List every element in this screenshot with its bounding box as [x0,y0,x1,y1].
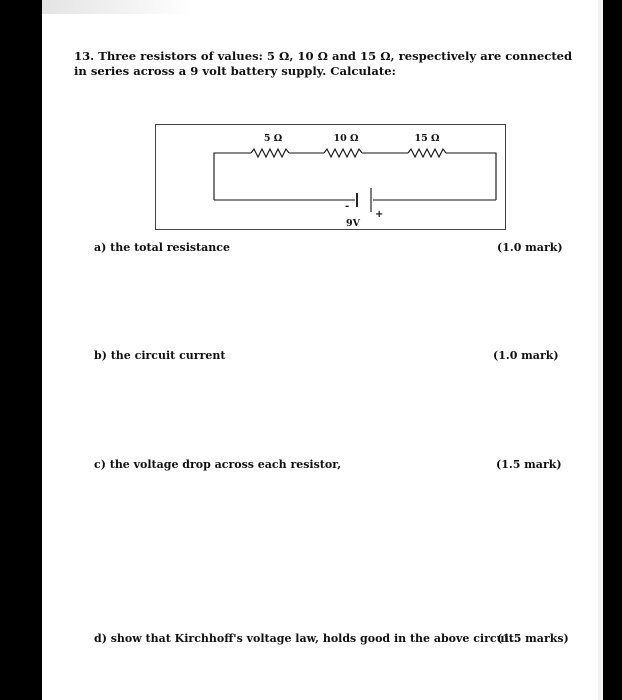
resistor-2-zigzag [324,149,362,157]
part-d-mark: (1.5 marks) [497,632,569,645]
part-a-mark: (1.0 mark) [497,241,563,254]
question-text: 13. Three resistors of values: 5 Ω, 10 Ω and 15 Ω, respectively are connected in series across a 9 volt battery supply. Calculate: [74,49,573,78]
resistor-3-label: 15 Ω [414,133,440,144]
battery-label: 9V [346,218,360,229]
part-b-label: b) the circuit current [94,349,226,362]
part-b-mark: (1.0 mark) [493,349,559,362]
battery-minus-sign: - [345,201,350,212]
resistor-3-zigzag [408,149,446,157]
circuit-svg [156,125,507,231]
part-c-label: c) the voltage drop across each resistor, [94,458,342,471]
part-d-label: d) show that Kirchhoff's voltage law, holds good in the above circuit. [94,632,518,645]
top-wire-left [214,153,251,200]
document-page [42,0,598,700]
resistor-2-label: 10 Ω [333,133,359,144]
scan-smudge [42,0,192,14]
resistor-1-label: 5 Ω [263,133,283,144]
circuit-diagram [155,124,506,230]
battery-plus-sign: + [375,209,384,220]
part-a-label: a) the total resistance [94,241,230,254]
part-c-mark: (1.5 mark) [496,458,562,471]
top-wire-right [446,153,496,200]
resistor-1-zigzag [251,149,289,157]
page-edge [598,0,603,700]
